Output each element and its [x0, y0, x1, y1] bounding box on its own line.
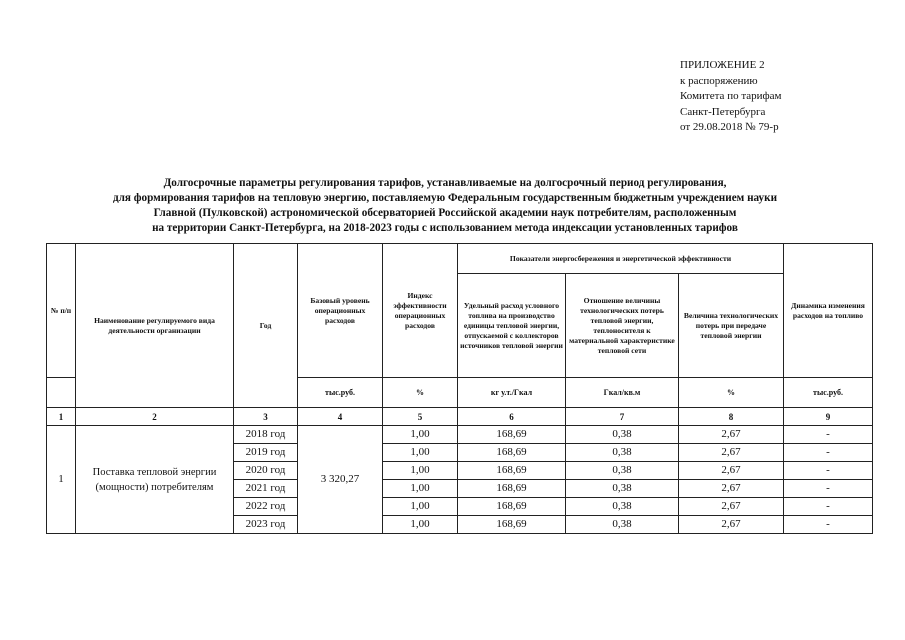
year-cell: 2023 год — [234, 516, 298, 534]
unit-fuel: кг у.т./Гкал — [458, 378, 566, 408]
losses-value: 2,67 — [679, 426, 784, 444]
column-number: 3 — [234, 408, 298, 426]
ratio-value: 0,38 — [566, 516, 679, 534]
header-tech-losses: Величина технологических потерь при передаче тепловой энергии — [679, 274, 784, 378]
activity-name: Поставка тепловой энергии (мощности) потребителям — [76, 426, 234, 534]
appendix-line: к распоряжению — [680, 74, 758, 87]
ratio-value: 0,38 — [566, 426, 679, 444]
document-title — [40, 176, 850, 236]
year-cell: 2021 год — [234, 480, 298, 498]
index-value: 1,00 — [383, 516, 458, 534]
appendix-header — [680, 58, 782, 136]
unit-base: тыс.руб. — [298, 378, 383, 408]
losses-value: 2,67 — [679, 480, 784, 498]
column-number: 4 — [298, 408, 383, 426]
unit-ratio: Гкал/кв.м — [566, 378, 679, 408]
dynamics-value: - — [784, 480, 873, 498]
header-energy-group: Показатели энергосбережения и энергетической эффективности — [458, 244, 784, 274]
losses-value: 2,67 — [679, 444, 784, 462]
header-year: Год — [234, 244, 298, 408]
header-loss-ratio: Отношение величины технологических потерь тепловой энергии, теплоносителя к материальной характеристике тепловой сети — [566, 274, 679, 378]
year-cell: 2022 год — [234, 498, 298, 516]
header-activity: Наименование регулируемого вида деятельности организации — [76, 244, 234, 408]
dynamics-value: - — [784, 462, 873, 480]
header-fuel-dynamics: Динамика изменения расходов на топливо — [784, 244, 873, 378]
column-number: 5 — [383, 408, 458, 426]
appendix-line: ПРИЛОЖЕНИЕ 2 — [680, 59, 765, 71]
title-line: Главной (Пулковской) астрономической обсерваторией Российской академии наук потребителям, расположенным — [153, 207, 737, 219]
title-line: на территории Санкт-Петербурга, на 2018-2023 годы с использованием метода индексации установленных тарифов — [152, 222, 738, 234]
index-value: 1,00 — [383, 462, 458, 480]
ratio-value: 0,38 — [566, 498, 679, 516]
appendix-line: Санкт-Петербурга — [680, 105, 766, 118]
column-number: 2 — [76, 408, 234, 426]
column-number: 1 — [47, 408, 76, 426]
fuel-value: 168,69 — [458, 516, 566, 534]
losses-value: 2,67 — [679, 498, 784, 516]
header-base-level: Базовый уровень операционных расходов — [298, 244, 383, 378]
appendix-line: Комитета по тарифам — [680, 90, 782, 102]
losses-value: 2,67 — [679, 516, 784, 534]
appendix-line: от 29.08.2018 № 79-р — [680, 121, 779, 133]
parameters-table — [46, 243, 873, 534]
units-empty — [47, 378, 76, 408]
year-cell: 2019 год — [234, 444, 298, 462]
unit-dynamics: тыс.руб. — [784, 378, 873, 408]
fuel-value: 168,69 — [458, 462, 566, 480]
ratio-value: 0,38 — [566, 444, 679, 462]
dynamics-value: - — [784, 498, 873, 516]
index-value: 1,00 — [383, 480, 458, 498]
losses-value: 2,67 — [679, 462, 784, 480]
unit-index: % — [383, 378, 458, 408]
index-value: 1,00 — [383, 498, 458, 516]
column-number: 9 — [784, 408, 873, 426]
title-line: для формирования тарифов на тепловую энергию, поставляемую Федеральным государственным бюджетным учреждением науки — [112, 192, 778, 204]
row-number: 1 — [47, 426, 76, 534]
header-specific-fuel: Удельный расход условного топлива на производство единицы тепловой энергии, отпускаемой с коллекторов источников тепловой энергии — [458, 274, 566, 378]
fuel-value: 168,69 — [458, 498, 566, 516]
year-cell: 2020 год — [234, 462, 298, 480]
ratio-value: 0,38 — [566, 480, 679, 498]
column-number: 8 — [679, 408, 784, 426]
dynamics-value: - — [784, 444, 873, 462]
dynamics-value: - — [784, 426, 873, 444]
fuel-value: 168,69 — [458, 444, 566, 462]
unit-losses: % — [679, 378, 784, 408]
column-number: 6 — [458, 408, 566, 426]
header-num: № п/п — [47, 244, 76, 378]
index-value: 1,00 — [383, 444, 458, 462]
header-efficiency-index: Индекс эффективности операционных расходов — [383, 244, 458, 378]
index-value: 1,00 — [383, 426, 458, 444]
column-number: 7 — [566, 408, 679, 426]
base-level-value: 3 320,27 — [298, 426, 383, 534]
fuel-value: 168,69 — [458, 480, 566, 498]
dynamics-value: - — [784, 516, 873, 534]
ratio-value: 0,38 — [566, 462, 679, 480]
year-cell: 2018 год — [234, 426, 298, 444]
fuel-value: 168,69 — [458, 426, 566, 444]
title-line: Долгосрочные параметры регулирования тарифов, устанавливаемые на долгосрочный период регулирования, — [163, 177, 727, 189]
